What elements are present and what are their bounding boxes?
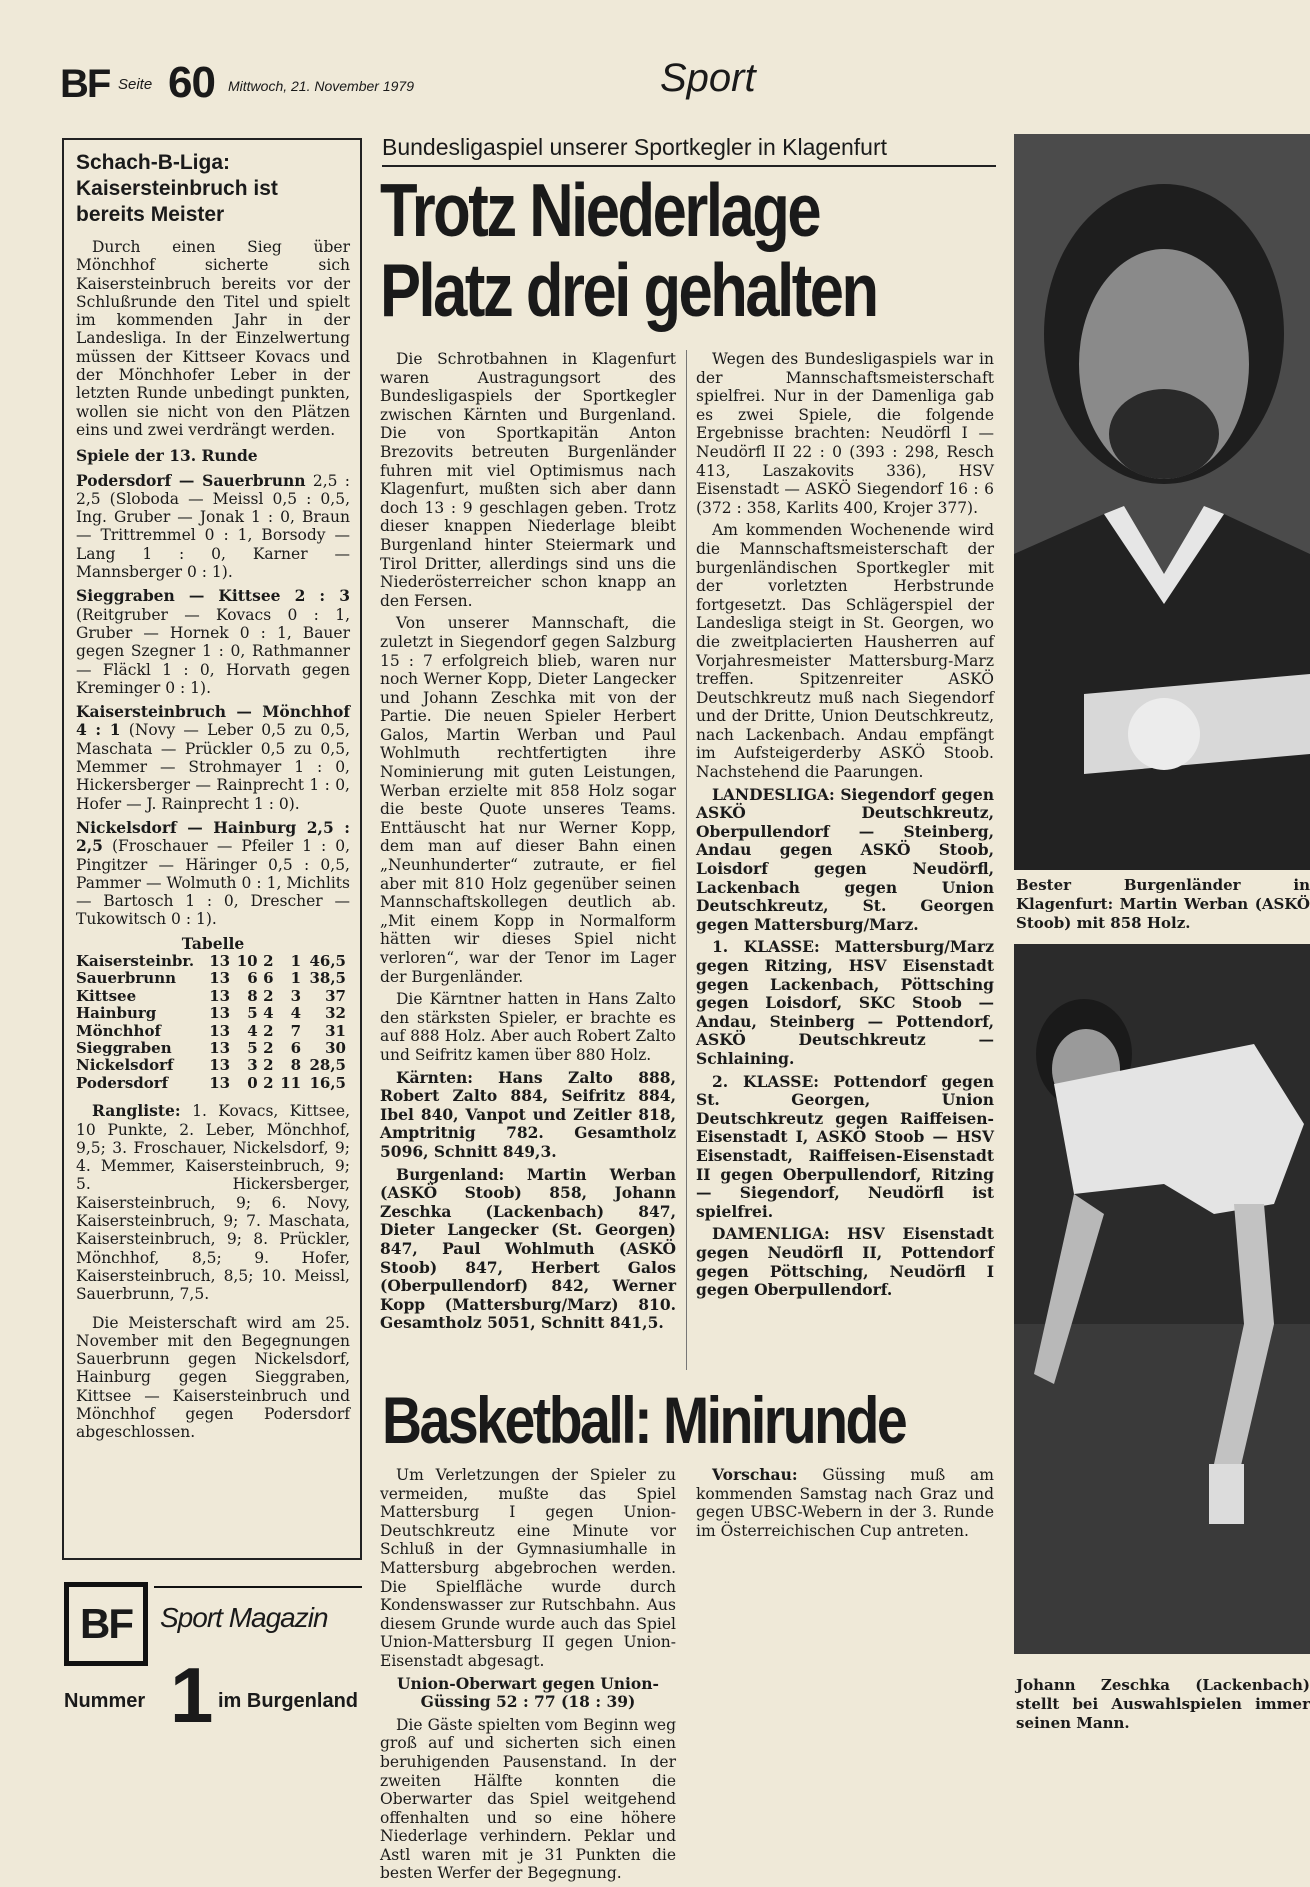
photo-werban — [1014, 134, 1310, 870]
table-cell: 2 — [263, 1039, 274, 1058]
table-cell: 4 — [290, 1004, 302, 1023]
klasse2-label: 2. KLASSE: — [712, 1071, 820, 1091]
team-name: Sieggraben — [76, 1039, 172, 1058]
table-cell: 16,5 — [309, 1073, 346, 1092]
basketball-result: Union-Oberwart gegen Union-Güssing 52 : 77 (18 : 39) — [397, 1673, 659, 1712]
table-cell: 2 — [263, 1021, 274, 1040]
match-text — [76, 703, 350, 813]
issue-date: Mittwoch, 21. November 1979 — [228, 78, 414, 94]
table-cell: 11 — [280, 1073, 302, 1092]
table-row — [76, 1057, 350, 1074]
photo-werban-caption: Bester Burgenländer in Klagenfurt: Martin Werban (ASKÖ Stoob) mit 858 Holz. — [1016, 876, 1310, 932]
kegeln-column-1 — [380, 350, 676, 1337]
table-cell: 0 — [247, 1073, 258, 1092]
kegeln-landesliga — [696, 786, 994, 935]
promo-logo: BF — [64, 1582, 148, 1666]
vorschau-label: Vorschau: — [712, 1465, 798, 1484]
table-cell: 3 — [247, 1056, 258, 1075]
rangliste-label: Rangliste: — [92, 1101, 181, 1121]
kegeln-column-2 — [696, 350, 994, 1304]
table-row — [76, 988, 350, 1005]
kegeln-klasse1 — [696, 938, 994, 1068]
table-cell: 32 — [325, 1004, 346, 1023]
match-block — [76, 587, 350, 697]
team-name: Podersdorf — [76, 1073, 169, 1092]
landesliga-text: Siegendorf gegen ASKÖ Deutschkreutz, Oberpullendorf — Steinberg, Andau gegen ASKÖ Stoob, Loisdorf gegen Neudörfl, Lackenbach gegen Union Deutschkreutz, St. Georgen gegen Mattersburg/Marz. — [696, 784, 994, 934]
team-name: Hainburg — [76, 1004, 157, 1023]
table-cell: 2 — [263, 986, 274, 1005]
basketball-column-1 — [380, 1466, 676, 1887]
table-row — [76, 1075, 350, 1092]
klasse1-text: Mattersburg/Marz gegen Ritzing, HSV Eisenstadt gegen Lackenbach, Pöttsching gegen Loisdorf, SKC Stoob — Andau, Steinberg — Pottendorf, ASKÖ Deutschkreutz — Schlaining. — [696, 937, 994, 1068]
landesliga-label: LANDESLIGA: — [712, 784, 835, 804]
team-name: Kittsee — [76, 986, 137, 1005]
table-cell: 13 — [209, 1021, 231, 1040]
match-block — [76, 819, 350, 929]
table-cell: 1 — [290, 969, 302, 988]
table-cell: 6 — [263, 969, 274, 988]
table-cell: 2 — [263, 951, 274, 970]
match-text — [76, 472, 350, 582]
damenliga-text: HSV Eisenstadt gegen Neudörfl II, Pottendorf gegen Pöttsching, Neudörfl I gegen Oberpullendorf. — [696, 1224, 994, 1300]
kegeln-headline — [380, 170, 888, 330]
match-list — [76, 472, 350, 929]
table-row — [76, 1005, 350, 1022]
table-cell: 5 — [247, 1004, 258, 1023]
team-name: Nickelsdorf — [76, 1056, 174, 1075]
promo-title: Sport Magazin — [160, 1602, 328, 1633]
table-title: Tabelle — [181, 933, 245, 953]
promo-nummer: Nummer — [64, 1690, 146, 1712]
table-cell: 28,5 — [309, 1056, 346, 1075]
headline-line-2: Platz drei gehalten — [380, 248, 877, 332]
basketball-headline: Basketball: Minirunde — [382, 1383, 906, 1457]
kegeln-damenliga — [696, 1225, 994, 1299]
kegeln-p5: Am kommenden Wochenende wird die Mannschaftsmeisterschaft der burgenländischen Sportkegler mit der vorletzten Herbstrunde fortgesetzt. Das Schlägerspiel der Landesliga steigt in St. Georgen, wo die zweitplacierten Hausherren auf Vorjahresmeister Mattersburg-Marz treffen. Spitzenreiter ASKÖ Deutschkreutz muß nach Siegendorf und der Dritte, Union Deutschkreutz, nach Lackenbach. Andau empfängt im Aufsteigerderby ASKÖ Stoob. Nachstehend die Paarungen. — [696, 521, 994, 782]
match-block — [76, 472, 350, 582]
match-result: (Reitgruber — Kovacs 0 : 1, Gruber — Hornek 0 : 1, Bauer gegen Szegner 1 : 0, Rathmanner — Fläckl 1 : 0, Horvath gegen Kreminger 0 : 1). — [76, 605, 350, 697]
column-divider — [686, 350, 687, 1370]
table-cell: 4 — [263, 1004, 274, 1023]
match-head: Podersdorf — Sauerbrunn — [76, 470, 306, 490]
basketball-p1: Um Verletzungen der Spieler zu vermeiden, mußte das Spiel Mattersburg I gegen Union-Deutschkreutz eine Minute vor Schluß in der Gymnasiumhalle in Mattersburg abgebrochen werden. Die Spielfläche wurde durch Kondenswasser zur Rutschbahn. Aus diesem Grunde wurde auch das Spiel Union-Mattersburg II gegen Union-Eisenstadt abgesagt. — [380, 1466, 676, 1670]
table-row — [76, 970, 350, 987]
promo-one: 1 — [170, 1651, 214, 1739]
table-cell: 10 — [236, 951, 258, 970]
promo-rule — [154, 1586, 362, 1588]
masthead — [60, 56, 1300, 108]
match-text — [76, 819, 350, 929]
kegeln-p2: Von unserer Mannschaft, die zuletzt in Siegendorf gegen Salzburg 15 : 7 erfolgreich blieb, waren nur noch Werner Kopp, Dieter Langecker und Johann Zeschka mit von der Partie. Die neuen Spieler Herbert Galos, Martin Werban und Paul Wohlmuth rechtfertigten ihre Nominierung mit guten Leistungen, Werban erzielte mit 858 Holz sogar die beste Quote unseres Teams. Enttäuscht hat nur Werner Kopp, dem man auf dieser Bahn einen „Neunhunderter“ zutraute, er fiel aber mit 810 Holz gegenüber seinen Mannschaftskollegen deutlich ab. „Mit einem Kopp in Normalform hätten wir dieses Spiel nicht verloren“, war der Tenor im Lager der Burgenländer. — [380, 614, 676, 986]
damenliga-label: DAMENLIGA: — [712, 1224, 830, 1244]
schach-closing: Die Meisterschaft wird am 25. November mit den Begegnungen Sauerbrunn gegen Nickelsdorf, Hainburg gegen Sieggraben, Kittsee — Kaisersteinbruch und Mönchhof gegen Podersdorf abgeschlossen. — [76, 1313, 350, 1442]
table-cell: 13 — [209, 1004, 231, 1023]
table-cell: 6 — [247, 969, 258, 988]
match-result: 2,5 : 2,5 (Sloboda — Meissl 0,5 : 0,5, Ing. Gruber — Jonak 1 : 0, Braun — Trittremmel 0 : 1, Borsody — Lang 1 : 0, Karner — Mannsberger 0 : 1). — [76, 471, 350, 582]
photo-werban-illustration — [1014, 134, 1310, 870]
photo-zeschka — [1014, 944, 1310, 1654]
table-cell: 4 — [247, 1021, 258, 1040]
team-name: Kaisersteinbr. — [76, 951, 195, 970]
promo-im: im Burgenland — [218, 1690, 359, 1712]
table-cell: 37 — [325, 986, 346, 1005]
match-head: Nickelsdorf — Hainburg 2,5 : 2,5 — [76, 817, 350, 856]
team-name: Mönchhof — [76, 1021, 161, 1040]
schach-intro: Durch einen Sieg über Mönchhof sicherte sich Kaisersteinbruch bereits vor der Schlußrunde den Titel und spielt im kommenden Jahr in der Landesliga. In der Einzelwertung müssen der Kittseer Kovacs und der Mönchhofer Leber in der letzten Runde unbedingt punkten, wollen sie nicht von den Plätzen eins und zwei verdrängt werden. — [76, 238, 350, 439]
klasse2-text: Pottendorf gegen St. Georgen, Union Deutschkreutz gegen Raiffeisen-Eisenstadt I, ASKÖ Stoob — HSV Eisenstadt, Raiffeisen-Eisenstadt II gegen Oberpullendorf, Ritzing — Siegendorf, Neudörfl ist spielfrei. — [696, 1071, 994, 1221]
burgenland-text: Martin Werban (ASKÖ Stoob) 858, Johann Zeschka (Lackenbach) 847, Dieter Langecker (St. Georgen) 847, Paul Wohlmuth (ASKÖ Stoob) 847, Herbert Galos (Oberpullendorf) 842, Werner Kopp (Mattersburg/Marz) 810. Gesamtholz 5051, Schnitt 841,5. — [380, 1164, 676, 1333]
bf-logo: BF — [60, 62, 110, 106]
schach-headline: Schach-B-Liga: Kaisersteinbruch ist bereits Meister — [76, 151, 278, 226]
section-title: Sport — [660, 56, 756, 100]
table-cell: 8 — [247, 986, 258, 1005]
photo-zeschka-caption: Johann Zeschka (Lackenbach) stellt bei Auswahlspielen immer seinen Mann. — [1016, 1676, 1310, 1732]
team-name: Sauerbrunn — [76, 969, 177, 988]
table-row — [76, 1040, 350, 1057]
table-cell: 8 — [290, 1056, 302, 1075]
table-cell: 13 — [209, 969, 231, 988]
kegeln-kaernten — [380, 1069, 676, 1162]
kegeln-kicker: Bundesligaspiel unserer Sportkegler in Klagenfurt — [382, 134, 996, 167]
rangliste — [76, 1102, 350, 1303]
table-cell: 46,5 — [309, 951, 346, 970]
photo-zeschka-illustration — [1014, 944, 1310, 1654]
table-cell: 30 — [325, 1039, 346, 1058]
round-title: Spiele der 13. Runde — [76, 446, 258, 466]
kegeln-p1: Die Schrotbahnen in Klagenfurt waren Austragungsort des Bundesligaspiels der Sportkegler zwischen Kärnten und Burgenland. Die von Sportkapitän Anton Brezovits betreuten Burgenländer fuhren mit viel Optimismus nach Klagenfurt, mußten sich aber dann doch 13 : 9 geschlagen geben. Trotz dieser knappen Niederlage bleibt Burgenland hinter Steiermark und Tirol Dritter, allerdings sind uns die Niederösterreicher schon knapp an den Fersen. — [380, 350, 676, 610]
match-block — [76, 703, 350, 813]
kegeln-p4: Wegen des Bundesligaspiels war in der Mannschaftsmeisterschaft spielfrei. Nur in der Damenliga gab es zwei Spiele, die folgende Ergebnisse brachten: Neudörfl I — Neudörfl II 22 : 0 (393 : 298, Resch 413, Laszakovits 336), HSV Eisenstadt — ASKÖ Siegendorf 16 : 6 (372 : 358, Karlits 400, Krojer 377). — [696, 350, 994, 517]
klasse1-label: 1. KLASSE: — [712, 937, 820, 957]
headline-line-1: Trotz Niederlage — [380, 168, 820, 252]
basketball-column-2 — [696, 1466, 994, 1544]
match-result: (Froschauer — Pfeiler 1 : 0, Pingitzer — Häringer 0,5 : 0,5, Pammer — Wolmuth 0 : 1, Michlits — Bartosch 1 : 0, Drescher — Tukowitsch 0 : 1). — [76, 837, 350, 929]
kaernten-text: Hans Zalto 888, Robert Zalto 884, Seifritz 884, Ibel 840, Vanpot und Zeitler 818, Amptritnig 782. Gesamtholz 5096, Schnitt 849,3. — [380, 1067, 676, 1161]
table-cell: 38,5 — [309, 969, 346, 988]
basketball-vorschau — [696, 1466, 994, 1540]
table-cell: 7 — [290, 1021, 302, 1040]
kegeln-klasse2 — [696, 1073, 994, 1222]
kegeln-p3: Die Kärntner hatten in Hans Zalto den stärksten Spieler, er brachte es auf 888 Holz. Aber auch Robert Zalto und Seifritz kamen über 880 Holz. — [380, 990, 676, 1064]
table-cell: 2 — [263, 1056, 274, 1075]
match-result: (Novy — Leber 0,5 zu 0,5, Maschata — Prückler 0,5 zu 0,5, Memmer — Strohmayer 1 : 0, Hickersberger — Rainprecht 1 : 0, Hofer — J. Rainprecht 1 : 0). — [76, 721, 350, 813]
kegeln-burgenland — [380, 1166, 676, 1333]
table-cell: 3 — [290, 986, 302, 1005]
match-text — [76, 587, 350, 697]
table-row — [76, 1023, 350, 1040]
table-cell: 31 — [325, 1021, 346, 1040]
table-cell: 13 — [209, 1056, 231, 1075]
table-cell: 2 — [263, 1073, 274, 1092]
schach-article — [62, 138, 362, 1560]
table-cell: 13 — [209, 1073, 231, 1092]
table-row — [76, 953, 350, 970]
table-cell: 13 — [209, 986, 231, 1005]
table-cell: 5 — [247, 1039, 258, 1058]
table-cell: 6 — [290, 1039, 302, 1058]
match-head: Kaisersteinbruch — Mönchhof 4 : 1 — [76, 702, 350, 740]
table-cell: 13 — [209, 951, 231, 970]
table-cell: 13 — [209, 1039, 231, 1058]
standings-table — [76, 953, 350, 1092]
vorschau-text: Güssing muß am kommenden Samstag nach Graz und gegen UBSC-Webern in der 3. Runde im Österreichischen Cup antreten. — [696, 1466, 994, 1540]
seite-label: Seite — [118, 76, 153, 93]
match-head: Sieggraben — Kittsee 2 : 3 — [76, 586, 350, 606]
table-cell: 1 — [290, 951, 302, 970]
kaernten-label: Kärnten: — [396, 1067, 473, 1087]
page-number: 60 — [168, 58, 215, 107]
rangliste-text: 1. Kovacs, Kittsee, 10 Punkte, 2. Leber, Mönchhof, 9,5; 3. Froschauer, Nickelsdorf, 9; 4. Memmer, Kaisersteinbruch, 9; 5. Hickersberger, Kaisersteinbruch, 9; 6. Novy, Kaisersteinbruch, 9; 7. Maschata, Kaisersteinbruch, 9; 8. Prückler, Mönchhof, 8,5; 9. Hofer, Kaisersteinbruch, 8,5; 10. Meissl, Sauerbrunn, 7,5. — [76, 1102, 350, 1304]
sport-magazin-promo — [62, 1580, 362, 1739]
burgenland-label: Burgenland: — [396, 1164, 505, 1184]
basketball-p2: Die Gäste spielten vom Beginn weg groß auf und sicherten sich einen beruhigenden Pausenstand. In der zweiten Hälfte konnten die Oberwarter das Spiel weitgehend offenhalten und so eine höhere Niederlage verhindern. Peklar und Astl waren mit je 31 Punkten die besten Werfer der Begegnung. — [380, 1715, 676, 1883]
